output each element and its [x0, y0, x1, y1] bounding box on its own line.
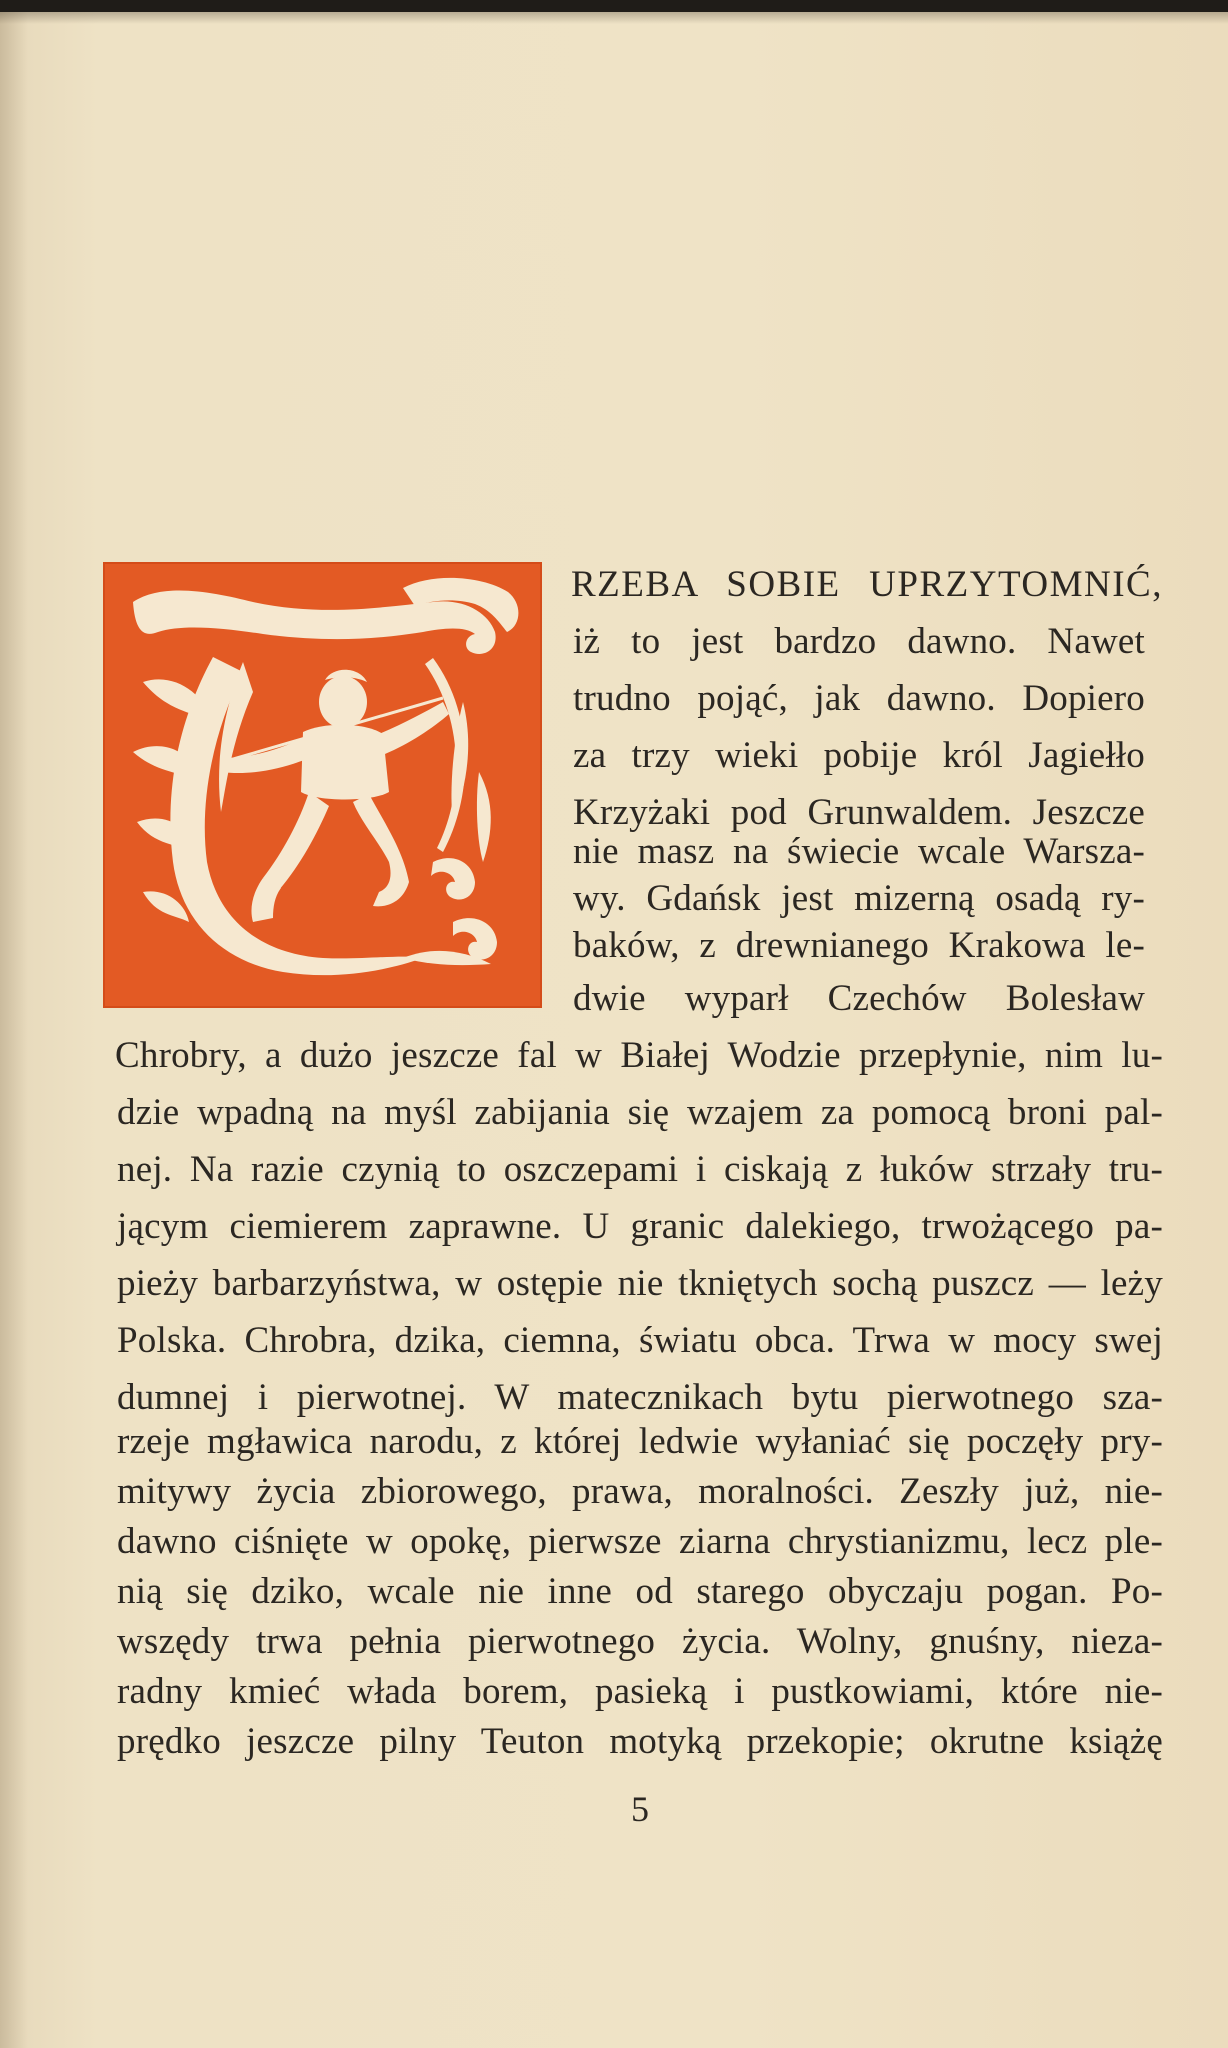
text-line-11: dzie wpadną na myśl zabijania się wzajem za pomocą broni pal-: [117, 1092, 1163, 1133]
text-line-5: Krzyżaki pod Grunwaldem. Jeszcze: [573, 792, 1145, 833]
text-line-21: wszędy trwa pełnia pierwotnego życia. Wolny, gnuśny, nieza-: [117, 1621, 1163, 1662]
page-number: 5: [631, 1789, 649, 1829]
text-line-3: trudno pojąć, jak dawno. Dopiero: [573, 678, 1145, 719]
text-line-23: prędko jeszcze pilny Teuton motyką przekopie; okrutne książę: [117, 1721, 1163, 1762]
text-line-20: nią się dziko, wcale nie inne od starego obyczaju pogan. Po-: [117, 1571, 1163, 1612]
text-line-1: RZEBA SOBIE UPRZYTOMNIĆ,: [571, 564, 1163, 605]
text-line-12: nej. Na razie czynią to oszczepami i ciskają z łuków strzały tru-: [117, 1149, 1163, 1190]
archer-initial-illustration: [103, 562, 542, 1008]
text-line-18: mitywy życia zbiorowego, prawa, moralności. Zeszły już, nie-: [117, 1471, 1163, 1512]
text-line-6: nie masz na świecie wcale Warsza-: [573, 831, 1145, 872]
text-line-7: wy. Gdańsk jest mizerną osadą ry-: [573, 878, 1145, 919]
text-line-16: dumnej i pierwotnej. W matecznikach bytu pierwotnego sza-: [117, 1377, 1163, 1418]
text-line-9: dwie wyparł Czechów Bolesław: [573, 978, 1145, 1019]
text-line-13: jącym ciemierem zaprawne. U granic dalekiego, trwożącego pa-: [117, 1206, 1163, 1247]
illuminated-initial-t: [103, 562, 542, 1008]
text-line-2: iż to jest bardzo dawno. Nawet: [573, 621, 1145, 662]
book-page: [0, 12, 1228, 2048]
text-line-14: pieży barbarzyństwa, w ostępie nie tkniętych sochą puszcz — leży: [117, 1263, 1163, 1304]
text-line-19: dawno ciśnięte w opokę, pierwsze ziarna chrystianizmu, lecz ple-: [117, 1521, 1163, 1562]
text-line-10: Chrobry, a dużo jeszcze fal w Białej Wodzie przepłynie, nim lu-: [115, 1035, 1163, 1076]
text-line-4: za trzy wieki pobije król Jagiełło: [573, 735, 1145, 776]
text-line-17: rzeje mgławica narodu, z której ledwie wyłaniać się poczęły pry-: [117, 1421, 1163, 1462]
text-line-15: Polska. Chrobra, dzika, ciemna, światu obca. Trwa w mocy swej: [117, 1320, 1163, 1361]
text-line-22: radny kmieć włada borem, pasieką i pustkowiami, które nie-: [117, 1671, 1163, 1712]
text-line-8: baków, z drewnianego Krakowa le-: [573, 925, 1145, 966]
